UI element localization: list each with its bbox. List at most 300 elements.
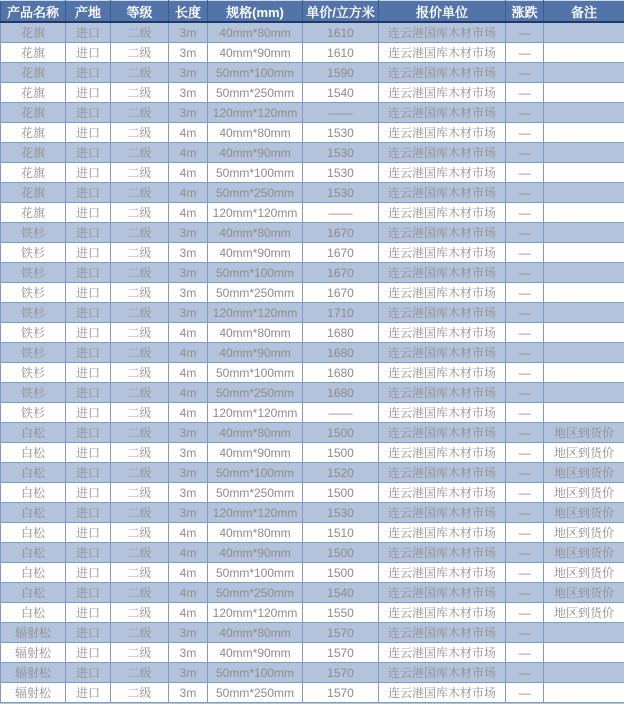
cell-origin: 进口 bbox=[66, 323, 111, 343]
cell-quoter: 连云港国库木材市场 bbox=[379, 563, 506, 583]
cell-change: — bbox=[506, 563, 544, 583]
cell-grade: 二级 bbox=[111, 543, 169, 563]
cell-length: 3m bbox=[169, 463, 208, 483]
cell-note: 地区到货价 bbox=[544, 603, 624, 623]
table-row bbox=[1, 523, 624, 543]
cell-product: 白松 bbox=[1, 543, 66, 563]
table-row bbox=[1, 263, 624, 283]
cell-price: 1500 bbox=[303, 563, 379, 583]
cell-change: — bbox=[506, 583, 544, 603]
cell-product: 辐射松 bbox=[1, 683, 66, 703]
column-header-product: 产品名称 bbox=[1, 1, 66, 23]
cell-change: — bbox=[506, 283, 544, 303]
cell-grade: 二级 bbox=[111, 283, 169, 303]
cell-origin: 进口 bbox=[66, 343, 111, 363]
cell-grade: 二级 bbox=[111, 343, 169, 363]
cell-grade: 二级 bbox=[111, 483, 169, 503]
cell-price: 1500 bbox=[303, 483, 379, 503]
cell-price: 1670 bbox=[303, 263, 379, 283]
cell-grade: 二级 bbox=[111, 123, 169, 143]
cell-change: — bbox=[506, 663, 544, 683]
cell-origin: 进口 bbox=[66, 403, 111, 423]
cell-origin: 进口 bbox=[66, 483, 111, 503]
cell-product: 白松 bbox=[1, 423, 66, 443]
cell-change: — bbox=[506, 383, 544, 403]
cell-change: — bbox=[506, 243, 544, 263]
cell-spec: 50mm*100mm bbox=[208, 663, 303, 683]
cell-origin: 进口 bbox=[66, 143, 111, 163]
cell-change: — bbox=[506, 623, 544, 643]
cell-quoter: 连云港国库木材市场 bbox=[379, 363, 506, 383]
cell-note: 地区到货价 bbox=[544, 443, 624, 463]
cell-change: — bbox=[506, 543, 544, 563]
cell-length: 3m bbox=[169, 63, 208, 83]
table-row bbox=[1, 243, 624, 263]
cell-length: 3m bbox=[169, 22, 208, 43]
cell-change: — bbox=[506, 643, 544, 663]
cell-change: — bbox=[506, 303, 544, 323]
cell-product: 铁杉 bbox=[1, 243, 66, 263]
table-row bbox=[1, 223, 624, 243]
cell-origin: 进口 bbox=[66, 303, 111, 323]
cell-length: 4m bbox=[169, 383, 208, 403]
column-header-price: 单价/立方米 bbox=[303, 1, 379, 23]
cell-length: 3m bbox=[169, 243, 208, 263]
cell-note bbox=[544, 623, 624, 643]
cell-length: 4m bbox=[169, 123, 208, 143]
cell-spec: 50mm*100mm bbox=[208, 163, 303, 183]
cell-change: — bbox=[506, 43, 544, 63]
cell-length: 3m bbox=[169, 303, 208, 323]
cell-note bbox=[544, 143, 624, 163]
table-row bbox=[1, 443, 624, 463]
cell-quoter: 连云港国库木材市场 bbox=[379, 163, 506, 183]
cell-note bbox=[544, 103, 624, 123]
table-row bbox=[1, 103, 624, 123]
cell-note bbox=[544, 163, 624, 183]
cell-length: 4m bbox=[169, 343, 208, 363]
cell-quoter: 连云港国库木材市场 bbox=[379, 503, 506, 523]
cell-origin: 进口 bbox=[66, 523, 111, 543]
cell-change: — bbox=[506, 263, 544, 283]
cell-price: 1500 bbox=[303, 443, 379, 463]
cell-change: — bbox=[506, 443, 544, 463]
cell-spec: 40mm*80mm bbox=[208, 323, 303, 343]
column-header-grade: 等级 bbox=[111, 1, 169, 23]
cell-grade: 二级 bbox=[111, 643, 169, 663]
cell-length: 3m bbox=[169, 663, 208, 683]
cell-quoter: 连云港国库木材市场 bbox=[379, 203, 506, 223]
cell-length: 3m bbox=[169, 423, 208, 443]
cell-note bbox=[544, 63, 624, 83]
cell-quoter: 连云港国库木材市场 bbox=[379, 263, 506, 283]
cell-grade: 二级 bbox=[111, 363, 169, 383]
cell-grade: 二级 bbox=[111, 243, 169, 263]
cell-spec: 50mm*250mm bbox=[208, 483, 303, 503]
cell-spec: 50mm*100mm bbox=[208, 63, 303, 83]
cell-spec: 50mm*100mm bbox=[208, 263, 303, 283]
table-row bbox=[1, 563, 624, 583]
cell-spec: 40mm*80mm bbox=[208, 623, 303, 643]
cell-price: 1550 bbox=[303, 603, 379, 623]
cell-product: 白松 bbox=[1, 563, 66, 583]
cell-price: 1670 bbox=[303, 243, 379, 263]
cell-quoter: 连云港国库木材市场 bbox=[379, 603, 506, 623]
cell-length: 3m bbox=[169, 643, 208, 663]
cell-grade: 二级 bbox=[111, 503, 169, 523]
cell-length: 4m bbox=[169, 143, 208, 163]
column-header-spec: 规格(mm) bbox=[208, 1, 303, 23]
table-row bbox=[1, 143, 624, 163]
cell-origin: 进口 bbox=[66, 663, 111, 683]
cell-spec: 40mm*80mm bbox=[208, 423, 303, 443]
cell-grade: 二级 bbox=[111, 263, 169, 283]
cell-price: 1610 bbox=[303, 43, 379, 63]
cell-change: — bbox=[506, 463, 544, 483]
column-header-length: 长度 bbox=[169, 1, 208, 23]
cell-note bbox=[544, 303, 624, 323]
cell-length: 4m bbox=[169, 323, 208, 343]
cell-origin: 进口 bbox=[66, 423, 111, 443]
cell-change: — bbox=[506, 103, 544, 123]
cell-grade: 二级 bbox=[111, 303, 169, 323]
cell-origin: 进口 bbox=[66, 163, 111, 183]
cell-quoter: 连云港国库木材市场 bbox=[379, 403, 506, 423]
cell-length: 4m bbox=[169, 163, 208, 183]
cell-spec: 50mm*100mm bbox=[208, 463, 303, 483]
table-row bbox=[1, 383, 624, 403]
cell-note: 地区到货价 bbox=[544, 523, 624, 543]
cell-length: 4m bbox=[169, 583, 208, 603]
table-row bbox=[1, 543, 624, 563]
cell-spec: 50mm*250mm bbox=[208, 283, 303, 303]
cell-grade: 二级 bbox=[111, 463, 169, 483]
table-row bbox=[1, 63, 624, 83]
cell-price: 1670 bbox=[303, 223, 379, 243]
cell-price: 1530 bbox=[303, 123, 379, 143]
cell-product: 花旗 bbox=[1, 63, 66, 83]
cell-origin: 进口 bbox=[66, 43, 111, 63]
cell-spec: 120mm*120mm bbox=[208, 303, 303, 323]
cell-price: 1530 bbox=[303, 503, 379, 523]
table-row bbox=[1, 503, 624, 523]
cell-grade: 二级 bbox=[111, 583, 169, 603]
cell-product: 花旗 bbox=[1, 103, 66, 123]
cell-spec: 40mm*80mm bbox=[208, 22, 303, 43]
cell-price: 1530 bbox=[303, 143, 379, 163]
table-row bbox=[1, 363, 624, 383]
cell-origin: 进口 bbox=[66, 63, 111, 83]
cell-grade: 二级 bbox=[111, 22, 169, 43]
cell-quoter: 连云港国库木材市场 bbox=[379, 543, 506, 563]
cell-product: 辐射松 bbox=[1, 643, 66, 663]
cell-quoter: 连云港国库木材市场 bbox=[379, 283, 506, 303]
cell-change: — bbox=[506, 343, 544, 363]
cell-price: 1530 bbox=[303, 163, 379, 183]
cell-grade: 二级 bbox=[111, 443, 169, 463]
cell-spec: 40mm*80mm bbox=[208, 123, 303, 143]
cell-quoter: 连云港国库木材市场 bbox=[379, 63, 506, 83]
cell-price: 1530 bbox=[303, 183, 379, 203]
cell-grade: 二级 bbox=[111, 63, 169, 83]
cell-spec: 120mm*120mm bbox=[208, 203, 303, 223]
cell-length: 4m bbox=[169, 563, 208, 583]
cell-note bbox=[544, 183, 624, 203]
table-row bbox=[1, 463, 624, 483]
cell-length: 3m bbox=[169, 623, 208, 643]
cell-origin: 进口 bbox=[66, 22, 111, 43]
cell-note: 地区到货价 bbox=[544, 583, 624, 603]
cell-price: 1500 bbox=[303, 423, 379, 443]
table-row bbox=[1, 663, 624, 683]
cell-quoter: 连云港国库木材市场 bbox=[379, 623, 506, 643]
cell-change: — bbox=[506, 503, 544, 523]
cell-quoter: 连云港国库木材市场 bbox=[379, 83, 506, 103]
cell-origin: 进口 bbox=[66, 383, 111, 403]
cell-product: 铁杉 bbox=[1, 383, 66, 403]
cell-length: 3m bbox=[169, 443, 208, 463]
cell-note: 地区到货价 bbox=[544, 423, 624, 443]
table-row bbox=[1, 83, 624, 103]
cell-origin: 进口 bbox=[66, 623, 111, 643]
cell-quoter: 连云港国库木材市场 bbox=[379, 22, 506, 43]
cell-change: — bbox=[506, 203, 544, 223]
table-row bbox=[1, 22, 624, 43]
cell-product: 铁杉 bbox=[1, 363, 66, 383]
cell-note bbox=[544, 663, 624, 683]
cell-product: 铁杉 bbox=[1, 283, 66, 303]
cell-product: 花旗 bbox=[1, 123, 66, 143]
table-row bbox=[1, 483, 624, 503]
table-row bbox=[1, 583, 624, 603]
cell-quoter: 连云港国库木材市场 bbox=[379, 483, 506, 503]
cell-origin: 进口 bbox=[66, 263, 111, 283]
cell-price: 1520 bbox=[303, 463, 379, 483]
cell-change: — bbox=[506, 523, 544, 543]
cell-note bbox=[544, 43, 624, 63]
cell-product: 铁杉 bbox=[1, 343, 66, 363]
cell-quoter: 连云港国库木材市场 bbox=[379, 663, 506, 683]
cell-length: 4m bbox=[169, 543, 208, 563]
cell-quoter: 连云港国库木材市场 bbox=[379, 463, 506, 483]
table-row bbox=[1, 283, 624, 303]
cell-grade: 二级 bbox=[111, 663, 169, 683]
cell-spec: 40mm*90mm bbox=[208, 343, 303, 363]
cell-origin: 进口 bbox=[66, 243, 111, 263]
cell-price: 1510 bbox=[303, 523, 379, 543]
cell-product: 白松 bbox=[1, 523, 66, 543]
cell-note: 地区到货价 bbox=[544, 503, 624, 523]
cell-note bbox=[544, 123, 624, 143]
column-header-note: 备注 bbox=[544, 1, 624, 23]
cell-quoter: 连云港国库木材市场 bbox=[379, 223, 506, 243]
cell-spec: 40mm*80mm bbox=[208, 223, 303, 243]
cell-product: 花旗 bbox=[1, 43, 66, 63]
cell-origin: 进口 bbox=[66, 463, 111, 483]
cell-price: 1680 bbox=[303, 343, 379, 363]
cell-price: 1570 bbox=[303, 663, 379, 683]
cell-origin: 进口 bbox=[66, 583, 111, 603]
cell-origin: 进口 bbox=[66, 283, 111, 303]
cell-price: 1540 bbox=[303, 583, 379, 603]
cell-quoter: 连云港国库木材市场 bbox=[379, 123, 506, 143]
cell-grade: 二级 bbox=[111, 423, 169, 443]
cell-length: 3m bbox=[169, 683, 208, 703]
cell-origin: 进口 bbox=[66, 123, 111, 143]
cell-change: — bbox=[506, 163, 544, 183]
cell-origin: 进口 bbox=[66, 543, 111, 563]
table-row bbox=[1, 163, 624, 183]
cell-product: 白松 bbox=[1, 443, 66, 463]
cell-grade: 二级 bbox=[111, 43, 169, 63]
cell-origin: 进口 bbox=[66, 83, 111, 103]
cell-spec: 40mm*90mm bbox=[208, 243, 303, 263]
cell-length: 3m bbox=[169, 283, 208, 303]
cell-quoter: 连云港国库木材市场 bbox=[379, 103, 506, 123]
cell-quoter: 连云港国库木材市场 bbox=[379, 43, 506, 63]
cell-price: 1680 bbox=[303, 383, 379, 403]
cell-length: 3m bbox=[169, 483, 208, 503]
cell-note bbox=[544, 683, 624, 703]
cell-grade: 二级 bbox=[111, 323, 169, 343]
table-row bbox=[1, 623, 624, 643]
cell-quoter: 连云港国库木材市场 bbox=[379, 323, 506, 343]
cell-grade: 二级 bbox=[111, 623, 169, 643]
cell-price: 1670 bbox=[303, 283, 379, 303]
cell-product: 白松 bbox=[1, 603, 66, 623]
cell-quoter: 连云港国库木材市场 bbox=[379, 183, 506, 203]
table-row bbox=[1, 43, 624, 63]
cell-spec: 50mm*250mm bbox=[208, 83, 303, 103]
cell-origin: 进口 bbox=[66, 103, 111, 123]
cell-change: — bbox=[506, 483, 544, 503]
cell-product: 花旗 bbox=[1, 163, 66, 183]
cell-product: 花旗 bbox=[1, 143, 66, 163]
cell-length: 3m bbox=[169, 103, 208, 123]
cell-change: — bbox=[506, 403, 544, 423]
cell-product: 白松 bbox=[1, 483, 66, 503]
cell-grade: 二级 bbox=[111, 163, 169, 183]
cell-length: 4m bbox=[169, 183, 208, 203]
cell-price: 1680 bbox=[303, 323, 379, 343]
table-row bbox=[1, 303, 624, 323]
table-body bbox=[1, 22, 624, 703]
cell-note bbox=[544, 343, 624, 363]
cell-product: 花旗 bbox=[1, 203, 66, 223]
cell-price: 1570 bbox=[303, 643, 379, 663]
cell-note bbox=[544, 383, 624, 403]
cell-product: 铁杉 bbox=[1, 403, 66, 423]
cell-note bbox=[544, 223, 624, 243]
cell-note bbox=[544, 283, 624, 303]
cell-product: 白松 bbox=[1, 503, 66, 523]
cell-price: —— bbox=[303, 403, 379, 423]
table-row bbox=[1, 603, 624, 623]
cell-change: — bbox=[506, 683, 544, 703]
cell-change: — bbox=[506, 223, 544, 243]
cell-product: 花旗 bbox=[1, 183, 66, 203]
cell-spec: 120mm*120mm bbox=[208, 603, 303, 623]
cell-spec: 50mm*250mm bbox=[208, 183, 303, 203]
column-header-origin: 产地 bbox=[66, 1, 111, 23]
cell-origin: 进口 bbox=[66, 203, 111, 223]
header-row bbox=[1, 1, 624, 23]
cell-origin: 进口 bbox=[66, 503, 111, 523]
cell-quoter: 连云港国库木材市场 bbox=[379, 303, 506, 323]
cell-length: 4m bbox=[169, 603, 208, 623]
cell-price: 1570 bbox=[303, 683, 379, 703]
cell-spec: 40mm*90mm bbox=[208, 443, 303, 463]
cell-length: 4m bbox=[169, 363, 208, 383]
cell-grade: 二级 bbox=[111, 603, 169, 623]
column-header-quoter: 报价单位 bbox=[379, 1, 506, 23]
cell-note: 地区到货价 bbox=[544, 483, 624, 503]
cell-grade: 二级 bbox=[111, 223, 169, 243]
cell-grade: 二级 bbox=[111, 103, 169, 123]
cell-spec: 50mm*100mm bbox=[208, 563, 303, 583]
cell-spec: 120mm*120mm bbox=[208, 103, 303, 123]
cell-product: 花旗 bbox=[1, 83, 66, 103]
cell-note bbox=[544, 643, 624, 663]
table-row bbox=[1, 683, 624, 703]
cell-origin: 进口 bbox=[66, 643, 111, 663]
cell-spec: 40mm*90mm bbox=[208, 43, 303, 63]
cell-origin: 进口 bbox=[66, 603, 111, 623]
cell-note: 地区到货价 bbox=[544, 543, 624, 563]
table-row bbox=[1, 203, 624, 223]
cell-note: 地区到货价 bbox=[544, 563, 624, 583]
cell-grade: 二级 bbox=[111, 83, 169, 103]
cell-origin: 进口 bbox=[66, 683, 111, 703]
cell-spec: 40mm*90mm bbox=[208, 543, 303, 563]
cell-spec: 40mm*90mm bbox=[208, 643, 303, 663]
cell-product: 花旗 bbox=[1, 22, 66, 43]
table-row bbox=[1, 423, 624, 443]
cell-origin: 进口 bbox=[66, 443, 111, 463]
cell-quoter: 连云港国库木材市场 bbox=[379, 583, 506, 603]
cell-change: — bbox=[506, 323, 544, 343]
cell-spec: 120mm*120mm bbox=[208, 403, 303, 423]
cell-note bbox=[544, 22, 624, 43]
cell-length: 3m bbox=[169, 43, 208, 63]
cell-product: 铁杉 bbox=[1, 303, 66, 323]
cell-quoter: 连云港国库木材市场 bbox=[379, 143, 506, 163]
cell-length: 3m bbox=[169, 83, 208, 103]
cell-change: — bbox=[506, 83, 544, 103]
cell-length: 3m bbox=[169, 223, 208, 243]
cell-spec: 50mm*250mm bbox=[208, 683, 303, 703]
cell-quoter: 连云港国库木材市场 bbox=[379, 343, 506, 363]
cell-note bbox=[544, 323, 624, 343]
cell-note bbox=[544, 243, 624, 263]
cell-spec: 120mm*120mm bbox=[208, 503, 303, 523]
table-row bbox=[1, 183, 624, 203]
cell-note bbox=[544, 83, 624, 103]
cell-note bbox=[544, 403, 624, 423]
cell-price: 1590 bbox=[303, 63, 379, 83]
cell-price: 1710 bbox=[303, 303, 379, 323]
cell-price: 1500 bbox=[303, 543, 379, 563]
cell-length: 3m bbox=[169, 263, 208, 283]
cell-grade: 二级 bbox=[111, 563, 169, 583]
table-row bbox=[1, 403, 624, 423]
cell-spec: 40mm*80mm bbox=[208, 523, 303, 543]
cell-origin: 进口 bbox=[66, 563, 111, 583]
cell-length: 4m bbox=[169, 403, 208, 423]
cell-note: 地区到货价 bbox=[544, 463, 624, 483]
cell-change: — bbox=[506, 423, 544, 443]
cell-length: 4m bbox=[169, 203, 208, 223]
